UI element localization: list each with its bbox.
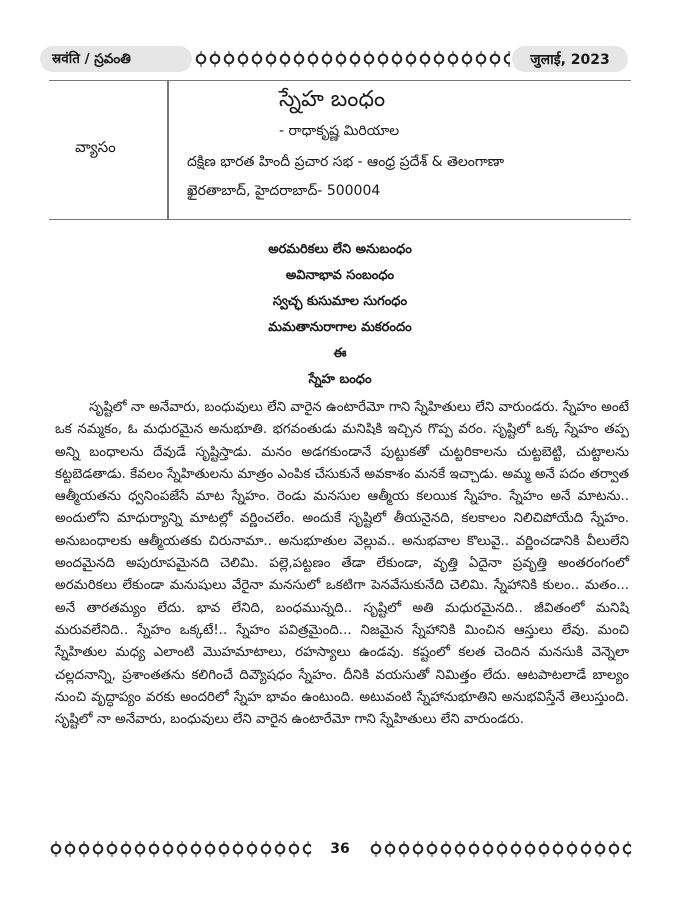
article-genre: వ్యాసం — [75, 138, 116, 156]
verse-line: ఈ — [333, 346, 347, 361]
issue-date: जुलाई, 2023 — [512, 46, 628, 72]
footer-ornament-right — [369, 839, 631, 859]
page-number: 36 — [330, 841, 350, 857]
author-affiliation: దక్షిణ భారత హిందీ ప్రచార సభ - ఆంధ్ర ప్రదేశ్ & తెలంగాణా — [187, 154, 505, 170]
verse-line: స్నేహ బంధం — [308, 372, 372, 387]
verse-line: అరమరికలు లేని అనుబంధం — [268, 242, 412, 257]
verse-line: స్వచ్ఛ కుసుమాల సుగంధం — [272, 294, 408, 309]
opening-verse — [100, 237, 580, 393]
article-title-box — [49, 80, 631, 220]
journal-name: स्रवंति / స్రవంతి — [40, 46, 192, 72]
verse-line: మమతానురాగాల మకరందం — [268, 320, 412, 335]
running-header — [40, 46, 628, 72]
title-box-divider — [167, 81, 169, 219]
header-ornament-band — [194, 49, 510, 69]
article-title: స్నేహ బంధం — [279, 87, 386, 112]
page-footer — [49, 838, 631, 860]
footer-ornament-left — [49, 839, 311, 859]
author-address: ఖైరతాబాద్, హైదరాబాద్- 500004 — [187, 183, 381, 199]
body-paragraph: సృష్టిలో నా అనేవారు, బంధువులు లేని వారైన ఉంటారేమో గాని స్నేహితులు లేని వారుండరు. స్నేహం అంటే ఒక నమ్మకం, ఓ మధురమైన అనుభూతి. భగవంతుడు మనిషికి ఇచ్చిన గొప్ప వరం. సృష్టిలో ఒక్క స్నేహం తప్ప అన్ని బంధాలను దేవుడే సృష్టిస్తాడు. మనం అడగకుండానే పుట్టుకతో చుట్టరికాలను చుట్టబెట్టి, చుట్టాలను కట్టబెడతాడు. కేవలం స్నేహితులను మాత్రం ఎంపిక చేసుకునే అవకాశం మనకే ఇచ్చాడు. అమ్మ అనే పదం తర్వాత ఆత్మీయతను ధ్వనింపజేసే మాట స్నేహం. రెండు మనసుల ఆత్మీయ కలయిక స్నేహం. స్నేహం అనే మాటను.. అందులోని మాధుర్యాన్ని మాటల్లో వర్ణించలేం. అందుకే సృష్టిలో తీయనైనది, కలకాలం నిలిచిపోయేది స్నేహం. అనుబంధాలకు ఆత్మీయతకు చిరునామా.. అనుభూతుల వెల్లువ.. అనుభవాల కొలువై.. వర్ణించడానికి వీలులేని అందమైనది అపురూపమైనది చెలిమి. పల్లె,పట్టణం తేడా లేకుండా, వృత్తి ఏదైనా ప్రవృత్తి అంతరంగంలో అరమరికలు లేకుండా మనుషులు వేరైనా మనసులో ఒకటిగా పెనవేసుకునేది చెలిమి. స్నేహానికి కులం.. మతం... అనే తారతమ్యం లేదు. భావ లేనిది, బంధమున్నది.. సృష్టిలో అతి మధురమైనది.. జీవితంలో మనిషి మరువలేనిది.. స్నేహం ఒక్కటే!.. స్నేహం పవిత్రమైంది... నిజమైన స్నేహానికి మించిన ఆస్తులు లేవు. మంచి స్నేహితుల మధ్య ఎలాంటి మొహమాటాలు, రహస్యాలు ఉండవు. కష్టంలో కలత చెందిన మనసుకి వెన్నెలా చల్లదనాన్ని, ప్రశాంతతను కలిగించే దివ్యౌషధం స్నేహం. దీనికి వయసుతో నిమిత్తం లేదు. ఆటపాటలాడే బాల్యం నుంచి వృద్ధాప్యం వరకు అందరిలో స్నేహ భావం ఉంటుంది. అటువంటి స్నేహానుభూతిని అనుభవిస్తేనే తెలుస్తుంది. సృష్టిలో నా అనేవారు, బంధువులు లేని వారైన ఉంటారేమో గాని స్నేహితులు లేని వారుండరు. — [55, 400, 629, 728]
article-author: - రాధాకృష్ణ మిరియాల — [279, 123, 400, 139]
verse-line: అవినాభావ సంబంధం — [285, 268, 395, 283]
